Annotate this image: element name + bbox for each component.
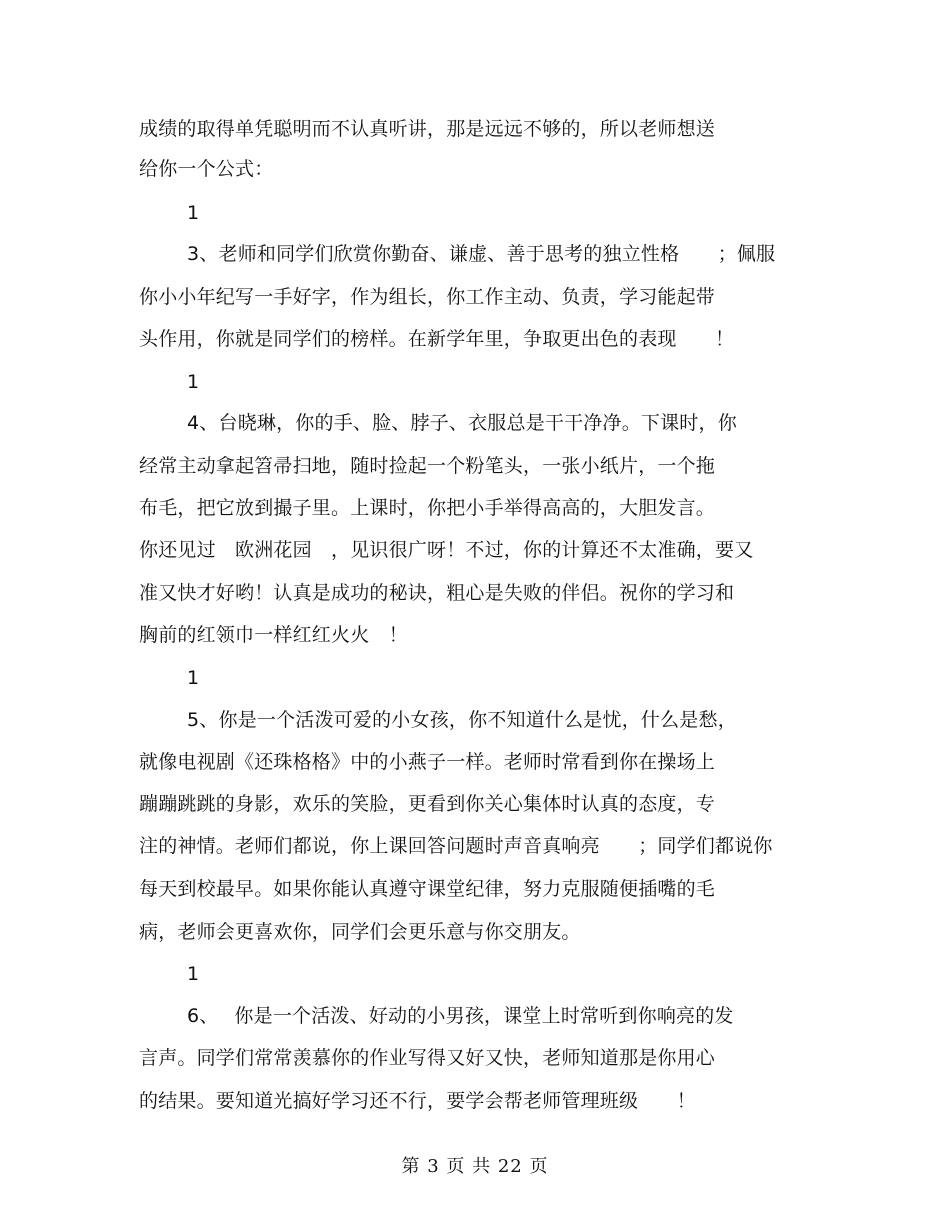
paragraph-start: 3、老师和同学们欣赏你勤奋、谦虚、善于思考的独立性格 ；佩服 (187, 243, 776, 265)
text-line: 你小小年纪写一手好字，作为组长，你工作主动、负责，学习能起带 (139, 286, 716, 308)
paragraph-start: 6、 你是一个活泼、好动的小男孩，课堂上时常听到你响亮的发 (187, 1005, 734, 1027)
text-line: 就像电视剧《还珠格格》中的小燕子一样。老师时常看到你在操场上 (139, 751, 716, 773)
paragraph-start: 4、台晓琳，你的手、脸、脖子、衣服总是干干净净。下课时，你 (187, 412, 737, 434)
text-line: 言声。同学们常常羡慕你的作业写得又好又快，老师知道那是你用心 (139, 1047, 716, 1069)
text-line: 成绩的取得单凭聪明而不认真听讲，那是远远不够的，所以老师想送 (139, 118, 716, 140)
marker-number: 1 (187, 202, 200, 224)
text-line: 胸前的红领巾一样红红火火 ！ (139, 624, 408, 646)
marker-number: 1 (187, 371, 200, 393)
marker-number: 1 (187, 963, 200, 985)
paragraph-start: 5、你是一个活泼可爱的小女孩，你不知道什么是忧，什么是愁， (187, 709, 737, 731)
text-line: 准又快才好哟！认真是成功的秘诀，粗心是失败的伴侣。祝你的学习和 (139, 582, 735, 604)
text-line: 经常主动拿起笤帚扫地，随时捡起一个粉笔头，一张小纸片，一个拖 (139, 455, 716, 477)
page-number-footer: 第 3 页 共 22 页 (401, 1156, 549, 1177)
text-line: 每天到校最早。如果你能认真遵守课堂纪律，努力克服随便插嘴的毛 (139, 878, 716, 900)
text-line: 给你一个公式： (139, 158, 274, 180)
text-line: 注的神情。老师们都说，你上课回答问题时声音真响亮 ；同学们都说你 (139, 835, 773, 857)
text-line: 蹦蹦跳跳的身影，欢乐的笑脸，更看到你关心集体时认真的态度，专 (139, 793, 716, 815)
marker-number: 1 (187, 667, 200, 689)
text-line: 头作用，你就是同学们的榜样。在新学年里，争取更出色的表现 ！ (139, 328, 735, 350)
text-line: 的结果。要知道光搞好学习还不行，要学会帮老师管理班级 ！ (139, 1090, 696, 1112)
text-line: 病，老师会更喜欢你，同学们会更乐意与你交朋友。 (139, 921, 581, 943)
text-line: 你还见过 欧洲花园 ，见识很广呀！不过，你的计算还不太准确，要又 (139, 539, 754, 561)
text-line: 布毛，把它放到撮子里。上课时，你把小手举得高高的，大胆发言。 (139, 497, 716, 519)
